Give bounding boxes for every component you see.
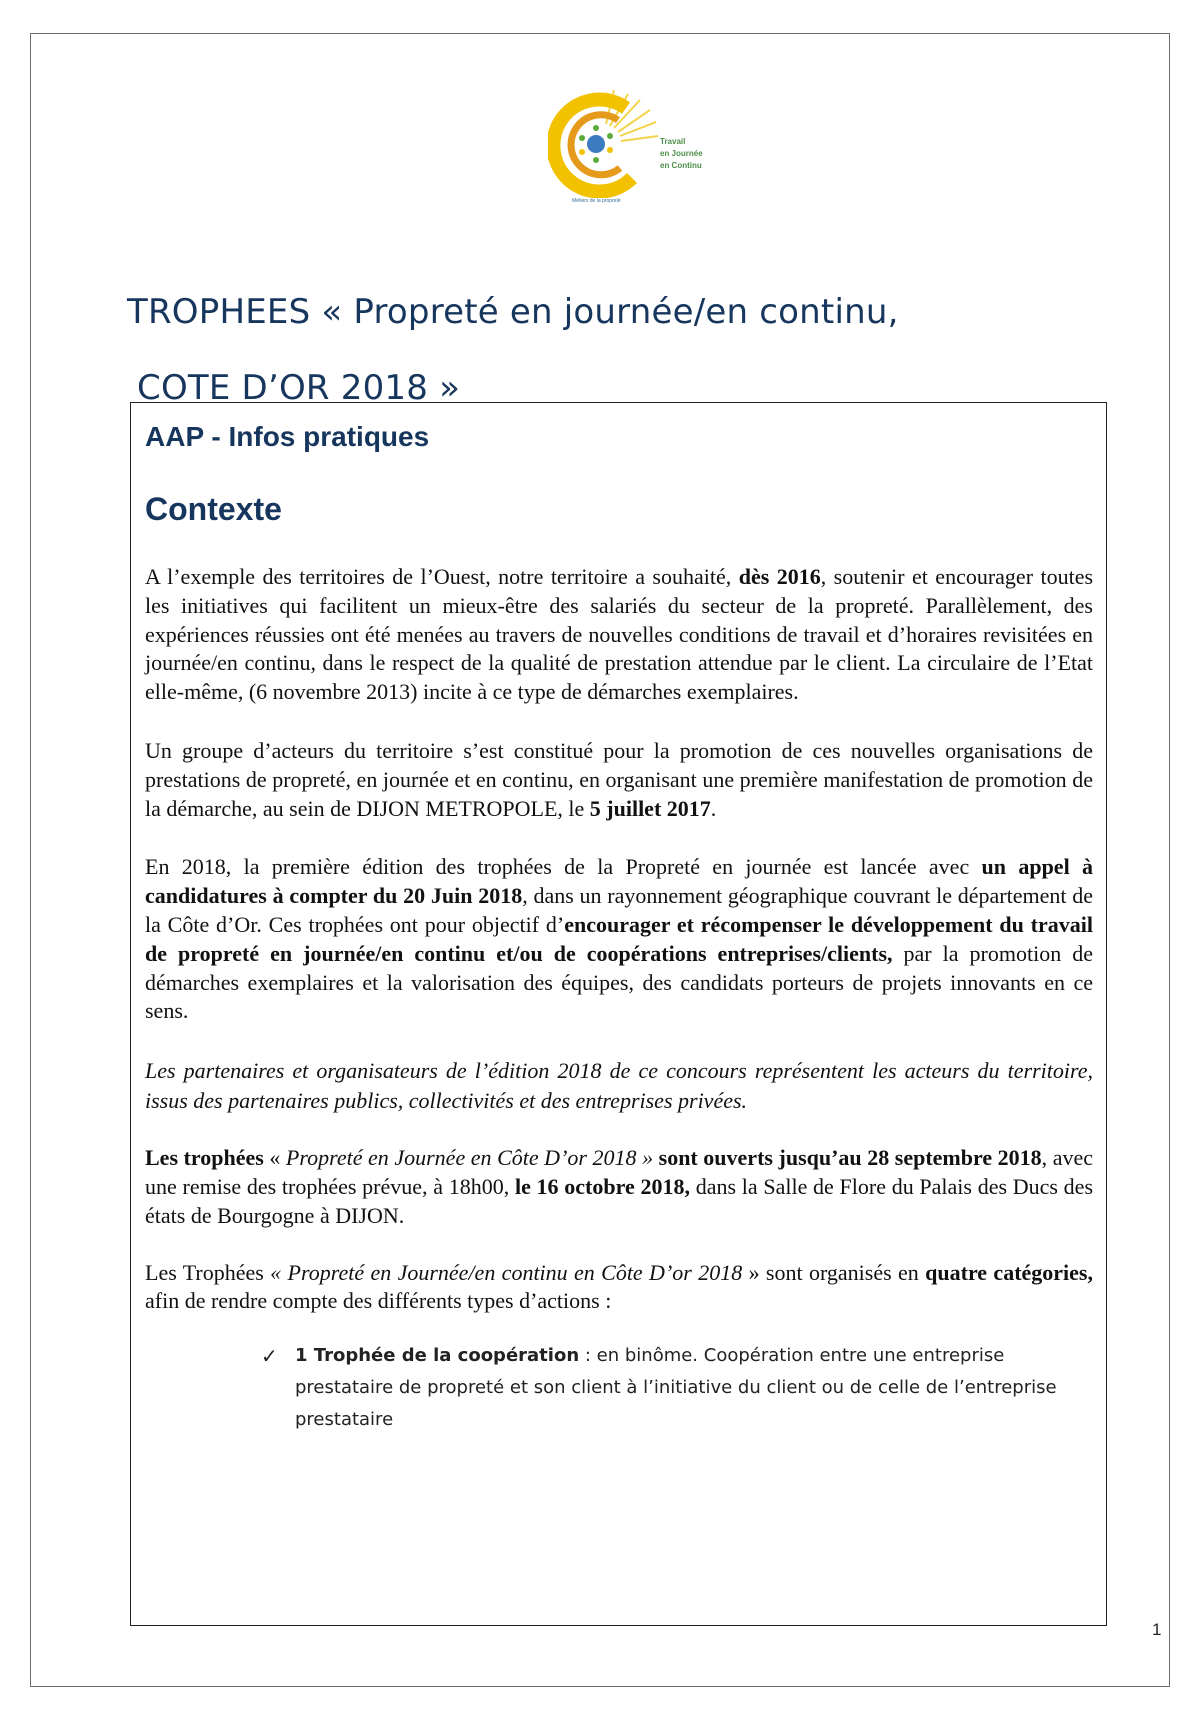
text-run: Un groupe d’acteurs du territoire s’est constitué pour la promotion de ces nouvelles organisations de prestations de propreté, en journée et en continu, en organisant une première manifestation de promotion de la démarche, au sein de DIJON METROPOLE, le [145, 737, 1093, 821]
text-run: par la promotion de démarches exemplaires et la valorisation des équipes, des candidats porteurs de projets innovants en ce sens. [145, 940, 1093, 1024]
text-run: « [263, 1145, 286, 1171]
text-run-bold: dès 2016 [738, 564, 821, 589]
sun-logo-icon [548, 86, 660, 198]
text-run: dans la Salle de Flore du Palais des Ducs des états de Bourgogne à DIJON. [145, 1173, 1094, 1228]
text-run: A l’exemple des territoires de l’Ouest, notre territoire a souhaité, [145, 564, 739, 589]
heading-aap: AAP - Infos pratiques [145, 421, 430, 452]
text-run-bold: un appel à candidatures à compter du 20 Juin 2018 [145, 854, 1094, 909]
logo-caption: Métiers de la propreté [572, 198, 621, 204]
text-run: » sont organisés en [742, 1259, 926, 1285]
title-line-2: COTE D’OR 2018 » [137, 368, 461, 408]
paragraph-2 [145, 737, 1093, 823]
text-run: En 2018, la première édition des trophées de la Propreté en journée est lancée avec [145, 854, 982, 880]
text-run-bold: le 16 octobre 2018, [514, 1173, 690, 1199]
text-run: , dans un rayonnement géographique couvrant le département de la Côte d’Or. Ces trophées ont pour objectif d’ [145, 883, 1093, 937]
title-line-1: TROPHEES « Propreté en journée/en continu, [127, 292, 899, 332]
text-run-bold: sont ouverts jusqu’au 28 septembre 2018 [653, 1145, 1042, 1171]
text-run: . [710, 795, 717, 821]
list-item-trophy-cooperation [261, 1340, 1093, 1436]
text-run: , avec une remise des trophées prévue, à 18h00, [145, 1145, 1094, 1199]
text-run-bold: 1 Trophée de la coopération [295, 1345, 580, 1367]
text-run: : en binôme. Coopération entre une entreprise prestataire de propreté et son client à l’initiative du client ou de celle de l’entreprise prestataire [295, 1345, 1057, 1431]
logo-text-line: en Journée [660, 149, 703, 158]
text-run-bold: quatre catégories, [925, 1259, 1093, 1285]
paragraph-3 [145, 853, 1093, 1026]
text-run-bold: Les trophées [145, 1145, 264, 1171]
text-run-italic: « Propreté en Journée/en continu en Côte D’or 2018 [270, 1259, 743, 1285]
logo-text-line: Travail [660, 137, 686, 146]
paragraph-6 [145, 1259, 1093, 1317]
logo-text [660, 136, 703, 172]
heading-contexte: Contexte [145, 491, 282, 527]
text-run: afin de rendre compte des différents types d’actions : [145, 1288, 612, 1314]
checkmark-icon: ✓ [261, 1344, 278, 1369]
text-run-bold: 5 juillet 2017 [589, 795, 711, 821]
text-run: Les Trophées [145, 1259, 271, 1285]
logo-text-line: en Continu [660, 161, 702, 170]
paragraph-5 [145, 1144, 1093, 1230]
company-logo [548, 86, 728, 210]
page-number: 1 [1152, 1620, 1162, 1639]
info-box-content [145, 403, 1093, 1436]
text-run: , soutenir et encourager toutes les initiatives qui facilitent un mieux-être des salariés du secteur de la propreté. Parallèlement, des expériences réussies ont été menées au travers de nouvelles conditions de travail et d’horaires revisitées en journée/en continu, dans le respect de la qualité de prestation attendue par le client. La circulaire de l’Etat elle-même, (6 novembre 2013) incite à ce type de démarches exemplaires. [145, 564, 1094, 705]
text-run-italic: Propreté en Journée en Côte D’or 2018 » [285, 1145, 654, 1171]
paragraph-4-italic: Les partenaires et organisateurs de l’édition 2018 de ce concours représentent les acteurs du territoire, issus des partenaires publics, collectivités et des entreprises privées. [145, 1058, 1093, 1114]
info-box [130, 402, 1107, 1626]
paragraph-1 [145, 563, 1093, 707]
text-run-bold: encourager et récompenser le développement du travail de propreté en journée/en continu et/ou de coopérations entreprises/clients, [145, 911, 1093, 966]
